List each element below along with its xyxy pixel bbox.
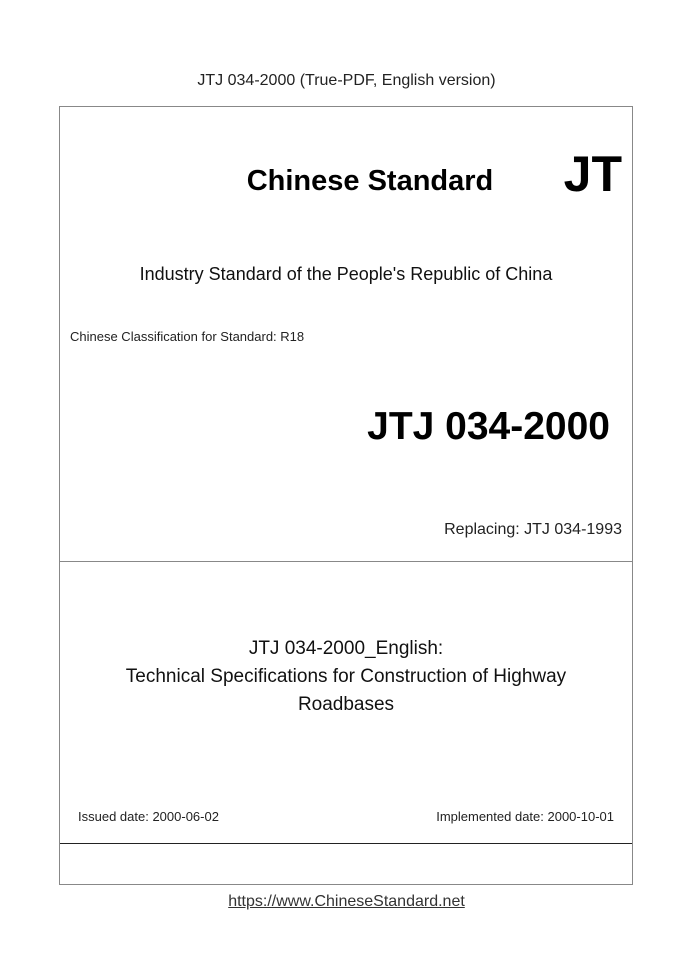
document-title-line: Technical Specifications for Construction of Highway bbox=[125, 666, 567, 687]
classification-label: Chinese Classification for Standard: R18 bbox=[70, 329, 305, 344]
industry-code: JT bbox=[563, 146, 622, 202]
cover-subtitle: Industry Standard of the People's Republic of China bbox=[139, 264, 553, 284]
section-divider bbox=[60, 561, 632, 562]
issued-date: Issued date: 2000-06-02 bbox=[78, 809, 219, 824]
footer-link[interactable]: https://www.ChineseStandard.net bbox=[228, 893, 465, 910]
page-header: JTJ 034-2000 (True-PDF, English version) bbox=[197, 72, 496, 89]
document-title-line: Roadbases bbox=[297, 694, 395, 715]
replacing-label: Replacing: JTJ 034-1993 bbox=[444, 521, 622, 538]
implemented-date: Implemented date: 2000-10-01 bbox=[436, 809, 614, 824]
bottom-box bbox=[60, 843, 632, 884]
standard-number: JTJ 034-2000 bbox=[367, 405, 610, 448]
document-title bbox=[80, 635, 612, 719]
cover-title: Chinese Standard bbox=[246, 165, 494, 197]
cover-frame bbox=[59, 106, 633, 885]
document-title-line: JTJ 034-2000_English: bbox=[248, 638, 444, 659]
